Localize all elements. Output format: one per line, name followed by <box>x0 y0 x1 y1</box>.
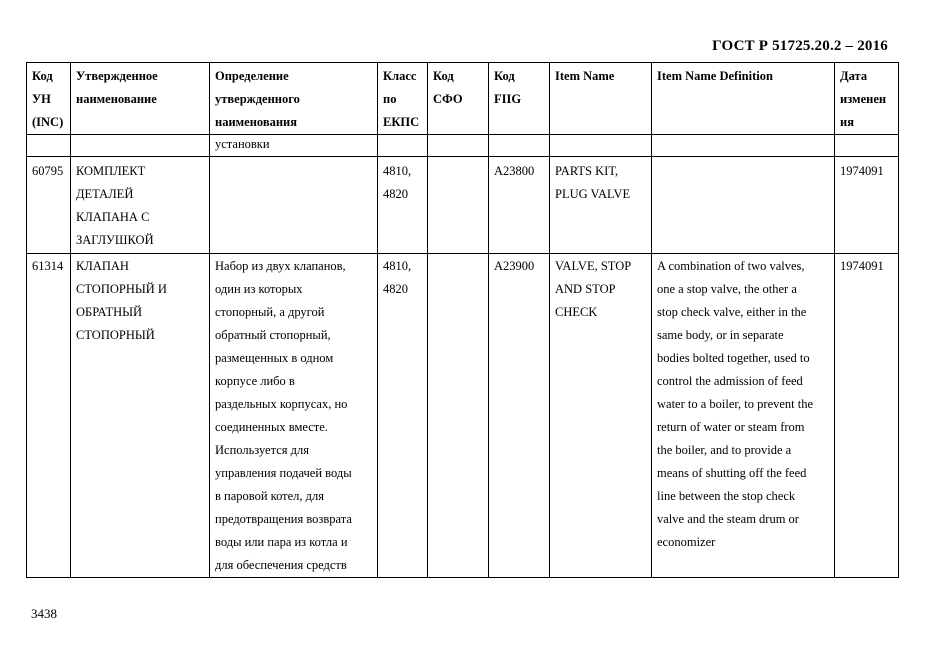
header-class-ekps: Класс по ЕКПС <box>378 63 428 135</box>
code-inc-cell: 60795 <box>27 157 71 254</box>
page-number: 3438 <box>31 606 57 621</box>
change-date-cell: 1974091 <box>835 157 899 254</box>
document-standard-header: ГОСТ Р 51725.20.2 – 2016 <box>712 38 888 54</box>
code-fiig-cell: A23800 <box>489 157 550 254</box>
table-cell <box>27 135 71 157</box>
item-name-definition-cell <box>652 157 835 254</box>
table-cell <box>71 135 210 157</box>
code-fiig-cell: A23900 <box>489 254 550 578</box>
approved-name-cell: КЛАПАН СТОПОРНЫЙ И ОБРАТНЫЙ СТОПОРНЫЙ <box>71 254 210 578</box>
code-sfo-cell <box>428 157 489 254</box>
header-code-fiig: Код FIIG <box>489 63 550 135</box>
table-cell <box>428 135 489 157</box>
table-row <box>27 254 899 578</box>
header-code-inc: Код УН (INC) <box>27 63 71 135</box>
catalog-table <box>26 62 899 578</box>
table-cell <box>550 135 652 157</box>
definition-ru-cell <box>210 157 378 254</box>
table-row <box>27 157 899 254</box>
item-name-cell: VALVE, STOP AND STOP CHECK <box>550 254 652 578</box>
code-inc-cell: 61314 <box>27 254 71 578</box>
table-cell <box>378 135 428 157</box>
header-item-name-definition: Item Name Definition <box>652 63 835 135</box>
class-ekps-cell: 4810, 4820 <box>378 157 428 254</box>
header-change-date: Дата изменен ия <box>835 63 899 135</box>
header-approved-name: Утвержденное наименование <box>71 63 210 135</box>
table-header-row <box>27 63 899 135</box>
table-cell <box>489 135 550 157</box>
continuation-row <box>27 135 899 157</box>
code-sfo-cell <box>428 254 489 578</box>
table-cell <box>835 135 899 157</box>
header-code-sfo: Код СФО <box>428 63 489 135</box>
continuation-definition-cell: установки <box>210 135 378 157</box>
approved-name-cell: КОМПЛЕКТ ДЕТАЛЕЙ КЛАПАНА С ЗАГЛУШКОЙ <box>71 157 210 254</box>
item-name-definition-cell: A combination of two valves, one a stop valve, the other a stop check valve, either in the same body, or in separate bodies bolted together, used to control the admission of feed water to a boiler, to prevent the return of water or steam from the boiler, and to provide a means of shutting off the feed line between the stop check valve and the steam drum or economizer <box>652 254 835 578</box>
header-definition-ru: Определение утвержденного наименования <box>210 63 378 135</box>
change-date-cell: 1974091 <box>835 254 899 578</box>
class-ekps-cell: 4810, 4820 <box>378 254 428 578</box>
definition-ru-cell: Набор из двух клапанов, один из которых стопорный, а другой обратный стопорный, размещенных в одном корпусе либо в раздельных корпусах, но соединенных вместе. Используется для управления подачей воды в паровой котел, для предотвращения возврата воды или пара из котла и для обеспечения средств <box>210 254 378 578</box>
table-cell <box>652 135 835 157</box>
header-item-name: Item Name <box>550 63 652 135</box>
item-name-cell: PARTS KIT, PLUG VALVE <box>550 157 652 254</box>
